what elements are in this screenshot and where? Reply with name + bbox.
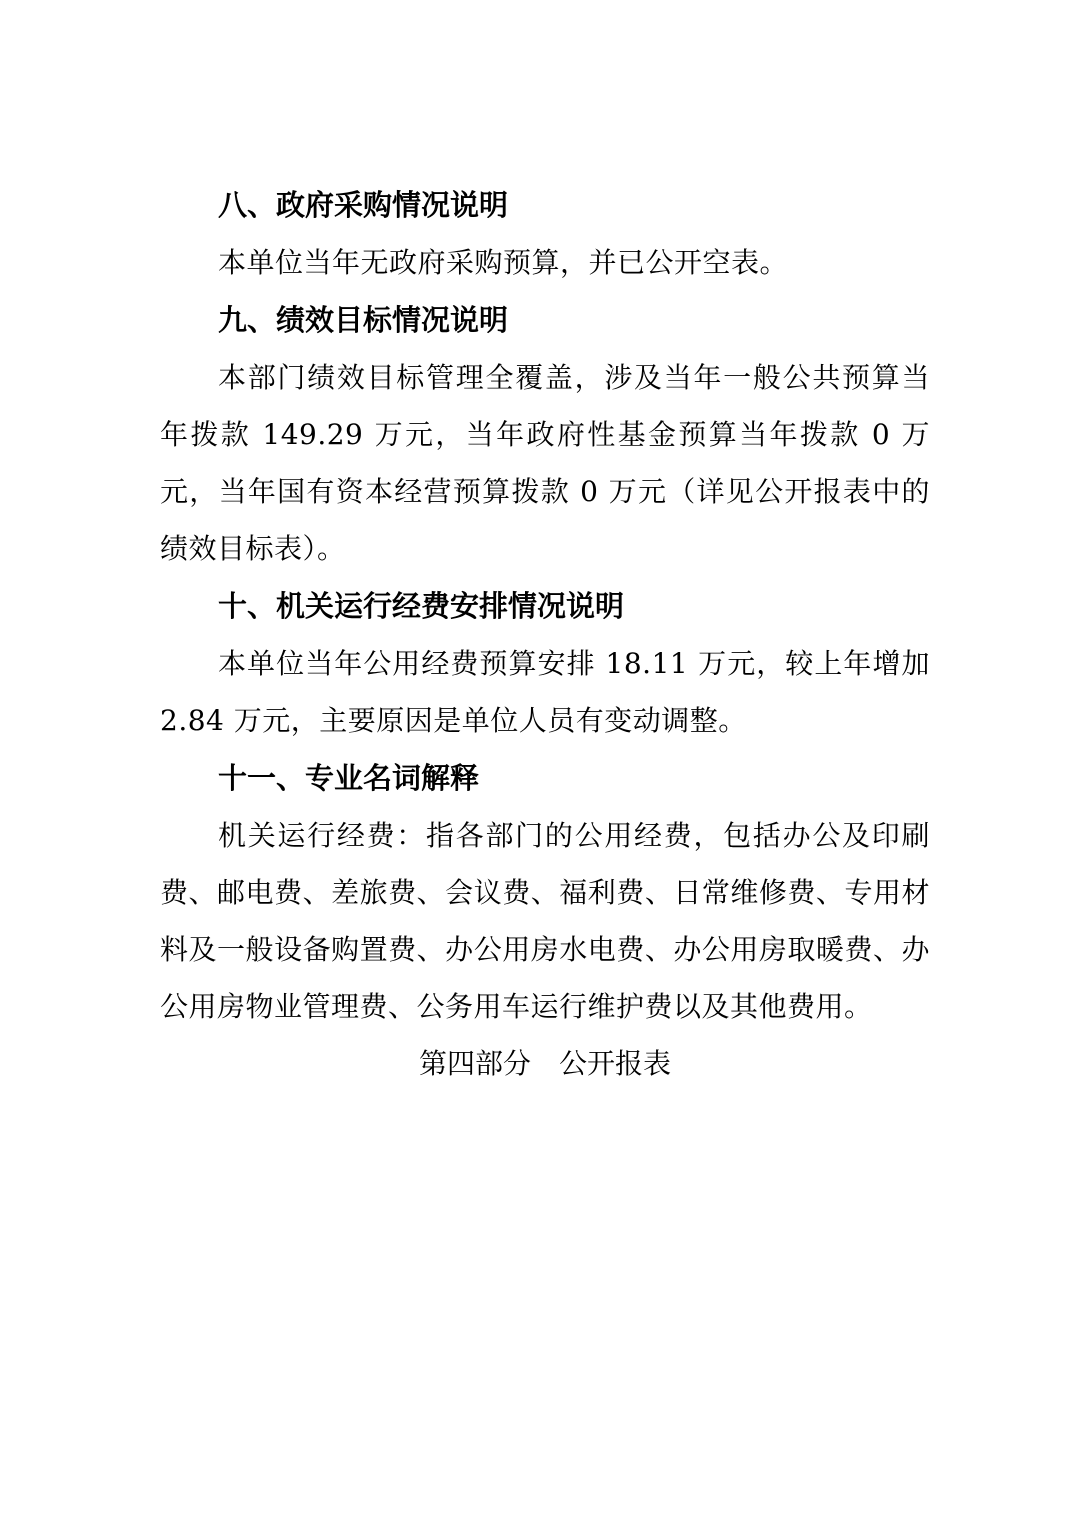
section-body: 本单位当年公用经费预算安排 18.11 万元，较上年增加 2.84 万元，主要原因是单位人员有变动调整。 <box>160 647 930 737</box>
section-body: 本部门绩效目标管理全覆盖，涉及当年一般公共预算当年拨款 149.29 万元，当年政府性基金预算当年拨款 0 万元，当年国有资本经营预算拨款 0 万元（详见公开报表中的绩效目标表）。 <box>160 361 930 565</box>
section-body: 本单位当年无政府采购预算，并已公开空表。 <box>218 246 789 279</box>
section-government-procurement <box>160 176 930 291</box>
section-heading: 九、绩效目标情况说明 <box>218 303 509 337</box>
section-heading: 八、政府采购情况说明 <box>218 188 509 222</box>
document-content <box>160 176 930 1093</box>
section-heading: 十一、专业名词解释 <box>218 761 480 795</box>
section-performance-targets <box>160 291 930 577</box>
section-body: 机关运行经费：指各部门的公用经费，包括办公及印刷费、邮电费、差旅费、会议费、福利费、日常维修费、专用材料及一般设备购置费、办公用房水电费、办公用房取暖费、办公用房物业管理费、公务用车运行维护费以及其他费用。 <box>160 819 930 1023</box>
section-operating-expenses <box>160 577 930 749</box>
section-heading: 十、机关运行经费安排情况说明 <box>218 589 625 623</box>
part-title: 第四部分 公开报表 <box>418 1047 671 1080</box>
section-glossary <box>160 749 930 1035</box>
